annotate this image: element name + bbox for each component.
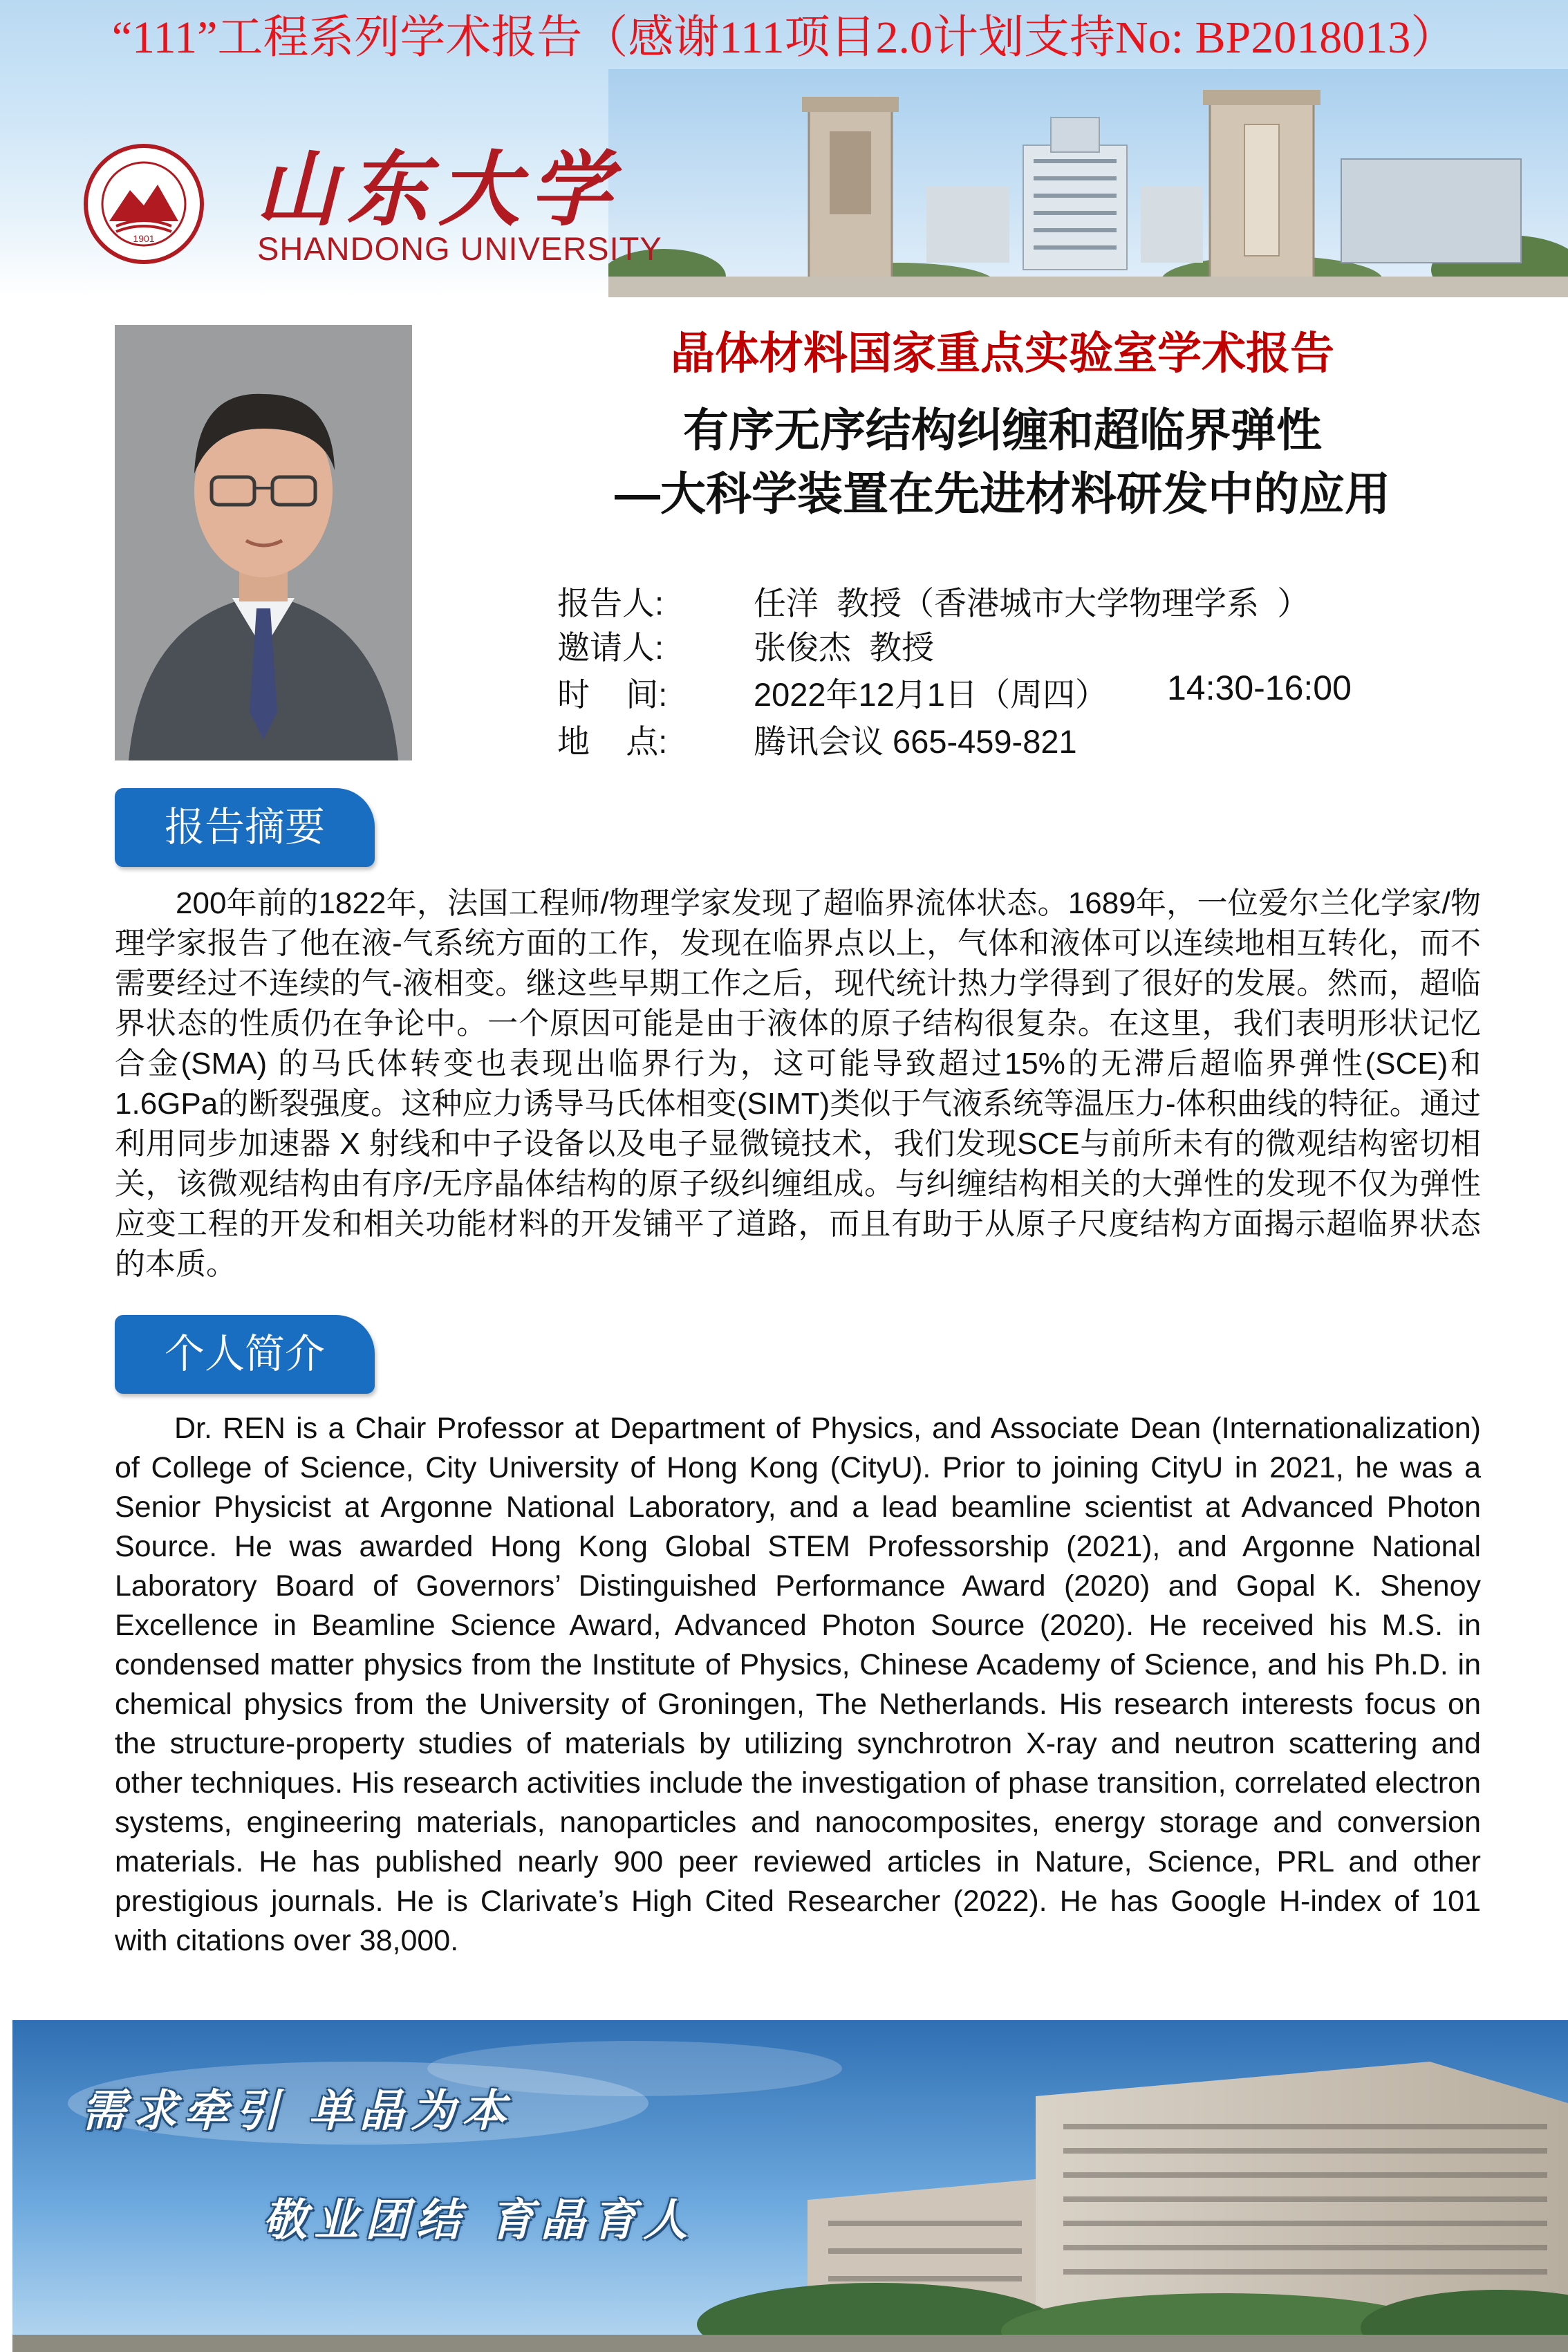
svg-text:1901: 1901 — [133, 233, 155, 244]
abstract-heading: 报告摘要 — [115, 788, 375, 867]
slogan-line2: 敬业团结 育晶育人 — [263, 2194, 695, 2246]
bio-text: Dr. REN is a Chair Professor at Department of Physics, and Associate Dean (Internationalization) of College of Science, City University of Hong Kong (CityU). Prior to joining CityU in 2021, he was a Senior Physicist at Argonne National Laboratory, and a lead beamline scientist at Advanced Photon Source. He was awarded Hong Kong Global STEM Professorship (2021), and Argonne National Laboratory Board of Governors’ Distinguished Performance Award (2020) and Gopal K. Shenoy Excellence in Beamline Science Award, Advanced Photon Source (2020). He received his M.S. in condensed matter physics from the Institute of Physics, Chinese Academy of Science, and his Ph.D. in chemical physics from the University of Groningen, The Netherlands. His research interests focus on the structure-property studies of materials by utilizing synchrotron X-ray and neutron scattering and other techniques. His research activities include the investigation of phase transition, correlated electron systems, engineering materials, nanoparticles and nanocomposites, energy storage and conversion materials. He has published nearly 900 peer reviewed articles in Nature, Science, PRL and other prestigious journals. He is Clarivate’s High Cited Researcher (2022). He has Google H-index of 101 with citations over 38,000. — [115, 1412, 1481, 1957]
talk-title-line1: 有序无序结构纠缠和超临界弹性 — [683, 404, 1322, 456]
time-date: 2022年12月1日（周四） — [754, 676, 1108, 713]
bio-heading: 个人简介 — [115, 1315, 375, 1394]
slogan-line1: 需求牵引 单晶为本 — [82, 2085, 514, 2137]
inviter-label: 邀请人: — [557, 629, 664, 666]
place-label: 地 点: — [557, 723, 668, 760]
place-value: 腾讯会议 665-459-821 — [754, 723, 1077, 760]
abstract-text: 200年前的1822年，法国工程师/物理学家发现了超临界流体状态。1689年，一位爱尔兰化学家/物理学家报告了他在液-气系统方面的工作，发现在临界点以上，气体和液体可以连续地相互转化，而不需要经过不连续的气-液相变。继这些早期工作之后，现代统计热力学得到了很好的发展。然而，超临界状态的性质仍在争论中。一个原因可能是由于液体的原子结构很复杂。在这里，我们表明形状记忆合金(SMA) 的马氏体转变也表现出临界行为，这可能导致超过15%的无滞后超临界弹性(SCE)和1.6GPa的断裂强度。这种应力诱导马氏体相变(SIMT)类似于气液系统等温压力-体积曲线的特征。通过利用同步加速器 X 射线和中子设备以及电子显微镜技术，我们发现SCE与前所未有的微观结构密切相关，该微观结构由有序/无序晶体结构的原子级纠缠组成。与纠缠结构相关的大弹性的发现不仅为弹性应变工程的开发和相关功能材料的开发铺平了道路，而且有助于从原子尺度结构方面揭示超临界状态的本质。 — [115, 886, 1481, 1281]
lab-report-title: 晶体材料国家重点实验室学术报告 — [671, 328, 1334, 378]
talk-title-line2: —大科学装置在先进材料研发中的应用 — [615, 468, 1390, 519]
inviter-value: 张俊杰 教授 — [754, 629, 935, 666]
speaker-value: 任洋 教授（香港城市大学物理学系 ） — [754, 585, 1310, 622]
university-name: SHANDONG UNIVERSITY — [257, 230, 662, 267]
svg-text:山东大学: 山东大学 — [256, 142, 622, 232]
footer-banner — [12, 2020, 1568, 2352]
university-calligraphy-logo — [256, 142, 629, 232]
series-title: “111”工程系列学术报告（感谢111项目2.0计划支持No: BP2018013） — [111, 12, 1457, 63]
speaker-photo — [115, 325, 412, 760]
campus-gate-image — [608, 69, 1568, 297]
lab-building-image — [12, 2020, 1568, 2352]
university-emblem — [82, 142, 206, 266]
time-clock: 14:30-16:00 — [1167, 669, 1352, 707]
header-banner — [0, 0, 1568, 297]
time-label: 时 间: — [557, 676, 668, 713]
speaker-label: 报告人: — [557, 585, 664, 622]
